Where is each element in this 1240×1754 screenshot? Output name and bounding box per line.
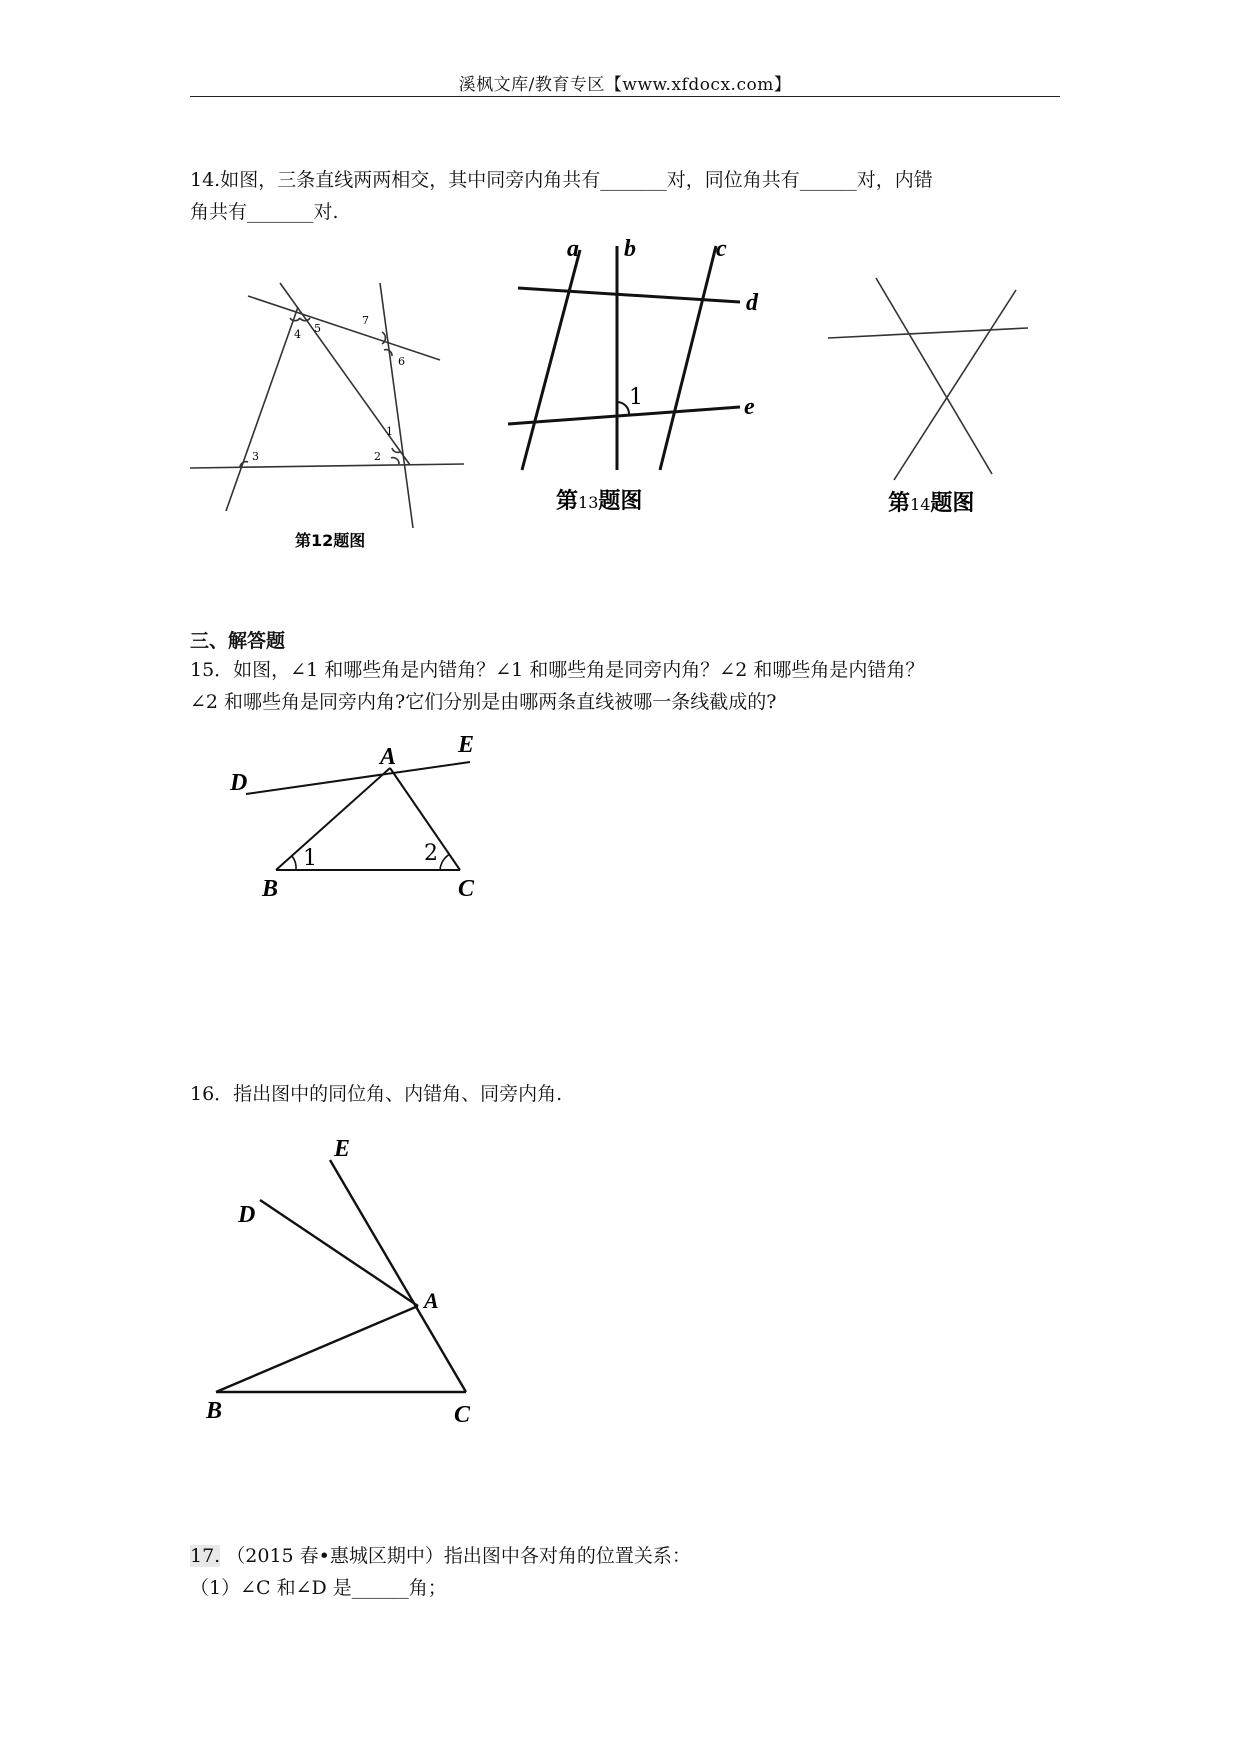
fig12-angle-2: 2 (374, 450, 381, 463)
page-header: 溪枫文库/教育专区【www.xfdocx.com】 (458, 75, 792, 95)
fig15-point-D: D (230, 770, 248, 796)
section-heading: 三、解答题 (190, 630, 286, 652)
q17-text: （2015 春•惠城区期中）指出图中各对角的位置关系： (226, 1545, 691, 1567)
fig12-angle-1: 1 (386, 425, 393, 438)
q15-line2: ∠2 和哪些角是同旁内角?它们分别是由哪两条直线被哪一条线截成的? (190, 691, 777, 713)
fig13-caption: 第13题图 (556, 489, 643, 514)
fig15-angle-1: 1 (303, 846, 317, 871)
fig13-line-a: a (567, 236, 579, 262)
fig12-angle-7: 7 (362, 314, 369, 327)
fig12-angle-3: 3 (252, 450, 259, 463)
fig16-point-A: A (424, 1288, 439, 1313)
fig16-point-C: C (454, 1402, 471, 1428)
fig13-line-d: d (746, 290, 758, 316)
fig13-line-b: b (624, 236, 636, 262)
q17-number: 17. (190, 1545, 221, 1567)
fig15-point-E: E (458, 732, 475, 758)
fig14-caption: 第14题图 (888, 491, 975, 516)
fig13-line-c: c (716, 236, 727, 262)
fig15-point-C: C (458, 876, 475, 902)
fig13-angle-1: 1 (629, 385, 643, 410)
fig15-point-B: B (262, 876, 279, 902)
fig13-line-e: e (744, 394, 755, 420)
fig12-angle-6: 6 (398, 355, 405, 368)
q15-line1: 15．如图，∠1 和哪些角是内错角？∠1 和哪些角是同旁内角？∠2 和哪些角是内错角？ (190, 659, 925, 681)
fig15-point-A: A (380, 744, 397, 770)
fig16-point-E: E (334, 1136, 351, 1162)
fig12-angle-4: 4 (294, 328, 301, 341)
q16-line1: 16．指出图中的同位角、内错角、同旁内角. (190, 1083, 563, 1105)
fig12-caption: 第12题图 (295, 531, 366, 550)
q17-sub1: （1）∠C 和∠D 是______角； (190, 1577, 447, 1599)
q14-line2: 角共有_______对. (190, 201, 339, 223)
fig16-point-B: B (206, 1398, 223, 1424)
q17-line1 (190, 1540, 691, 1572)
fig15-angle-2: 2 (424, 841, 438, 866)
fig12-angle-5: 5 (314, 322, 321, 335)
q14-line1: 14.如图，三条直线两两相交，其中同旁内角共有_______对，同位角共有______对，内错 (190, 169, 933, 191)
fig16-point-D: D (238, 1202, 256, 1228)
